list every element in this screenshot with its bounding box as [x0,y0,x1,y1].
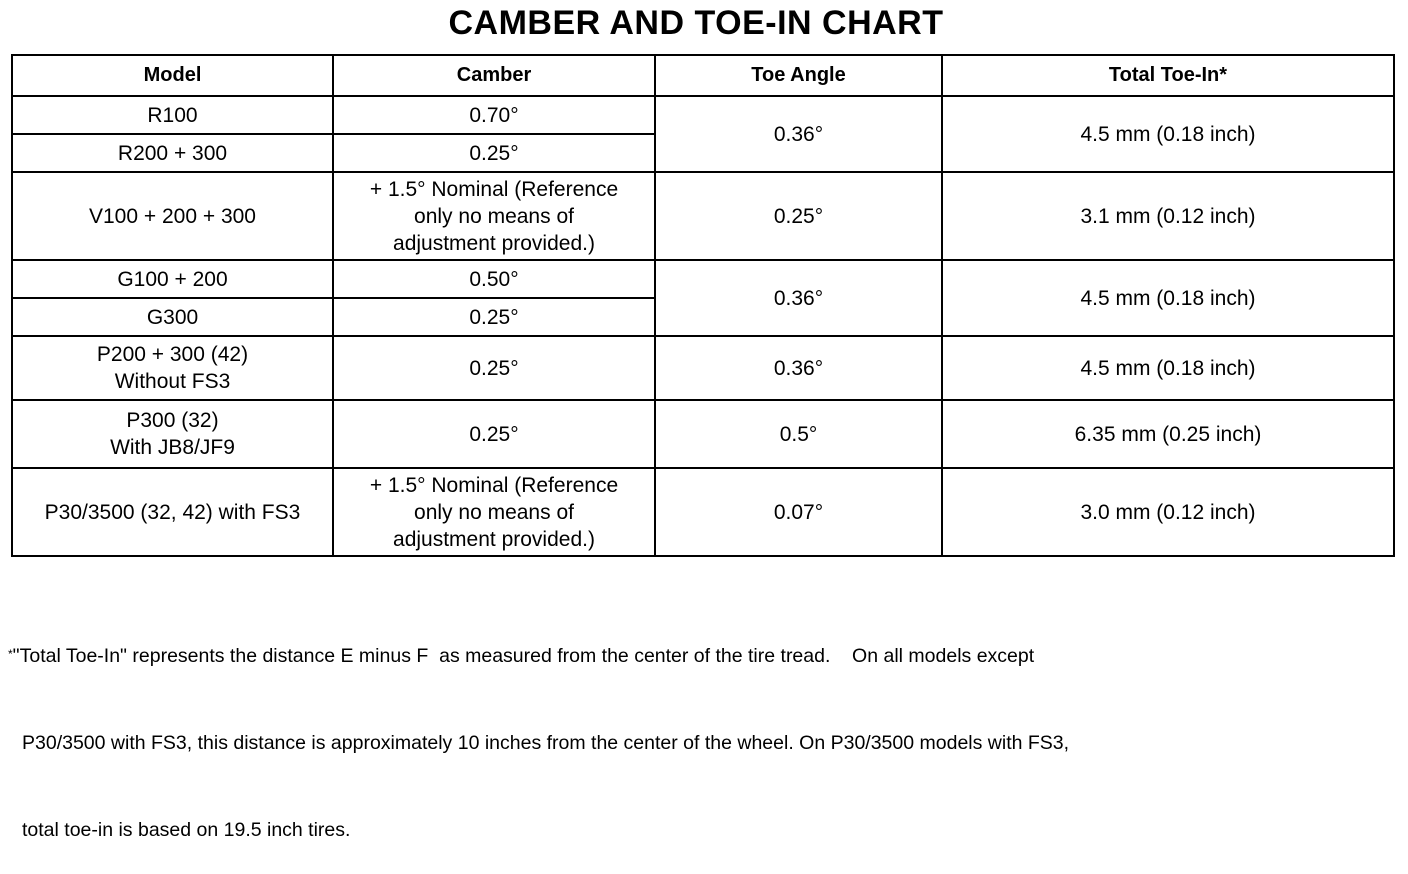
camber-line: adjustment provided.) [393,527,595,551]
footnote-line: total toe-in is based on 19.5 inch tires. [22,819,351,841]
cell-total-toe-in: 4.5 mm (0.18 inch) [942,260,1394,336]
header-model: Model [12,55,333,96]
header-total-toe-in: Total Toe-In* [942,55,1394,96]
cell-model: R200 + 300 [12,134,333,172]
model-line: With JB8/JF9 [110,436,235,459]
cell-camber [333,172,655,260]
cell-camber: 0.25° [333,134,655,172]
header-toe-angle: Toe Angle [655,55,942,96]
cell-toe-angle: 0.36° [655,260,942,336]
cell-camber: 0.70° [333,96,655,134]
camber-line: adjustment provided.) [393,231,595,255]
cell-camber: 0.25° [333,400,655,468]
footnote-text: "Total Toe-In" represents the distance E minus F as measured from the center of the tire tread. On all models except [12,645,1035,667]
cell-total-toe-in: 3.1 mm (0.12 inch) [942,172,1394,260]
table-row [12,260,1394,298]
header-row [12,55,1394,96]
cell-toe-angle: 0.25° [655,172,942,260]
footnote [8,584,1388,874]
cell-total-toe-in: 4.5 mm (0.18 inch) [942,336,1394,400]
cell-total-toe-in: 6.35 mm (0.25 inch) [942,400,1394,468]
cell-camber: 0.25° [333,336,655,400]
cell-model: G300 [12,298,333,336]
model-line: P300 (32) [126,409,219,432]
header-camber: Camber [333,55,655,96]
cell-total-toe-in: 3.0 mm (0.12 inch) [942,468,1394,556]
footnote-marker: * [8,647,13,661]
cell-model [12,336,333,400]
table-row [12,400,1394,468]
footnote-line: P30/3500 with FS3, this distance is approximately 10 inches from the center of the wheel. On P30/3500 models with FS3, [22,732,1070,754]
cell-camber [333,468,655,556]
model-line: Without FS3 [114,370,231,393]
page-title: CAMBER AND TOE-IN CHART [448,4,944,42]
table-row [12,172,1394,260]
model-line: P200 + 300 (42) [96,343,249,366]
table-row [12,468,1394,556]
table-row [12,96,1394,134]
camber-line: only no means of [414,204,574,228]
cell-toe-angle: 0.36° [655,96,942,172]
cell-camber: 0.25° [333,298,655,336]
camber-line: only no means of [414,500,574,524]
table-row [12,336,1394,400]
camber-line: + 1.5° Nominal (Reference [369,177,619,201]
cell-model: V100 + 200 + 300 [12,172,333,260]
cell-toe-angle: 0.5° [655,400,942,468]
camber-line: + 1.5° Nominal (Reference [369,473,619,497]
cell-model [12,400,333,468]
cell-toe-angle: 0.36° [655,336,942,400]
cell-model: P30/3500 (32, 42) with FS3 [12,468,333,556]
cell-total-toe-in: 4.5 mm (0.18 inch) [942,96,1394,172]
camber-toe-in-table [11,54,1395,557]
cell-model: R100 [12,96,333,134]
footnote-line [8,642,1388,671]
cell-model: G100 + 200 [12,260,333,298]
cell-camber: 0.50° [333,260,655,298]
cell-toe-angle: 0.07° [655,468,942,556]
